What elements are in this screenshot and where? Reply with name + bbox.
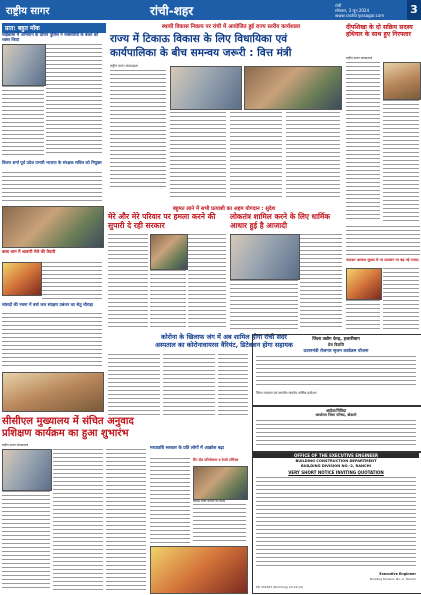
right-mid-photo	[346, 268, 382, 300]
mid-a-col1	[108, 234, 148, 330]
main-story-col3	[230, 112, 282, 200]
tender-notice-header: जिला उद्योग केन्द्र, हजारीबाग	[312, 337, 360, 342]
right-top-byline: राष्ट्रीय सागर संवाददाता	[346, 56, 373, 60]
bottom-left-col1	[2, 491, 50, 591]
bottom-left-col3	[106, 449, 146, 591]
right-mid-body3	[346, 300, 380, 330]
tender-notice-note: जिला पंचायत एवं स्थानीय मानदेय वार्षिक प्रमोशन	[256, 391, 317, 395]
bottom-center-col2	[193, 504, 246, 544]
mid-b-col1	[300, 234, 342, 330]
main-story-kicker: स्थायी विकास निकाय पर रांची में आयोजित हुई राज्य स्तरीय कार्यशाला	[161, 24, 301, 30]
right-top-photo	[383, 62, 421, 100]
tender-notice-body	[256, 356, 416, 388]
ee-notice-body	[256, 477, 416, 569]
left-story1-photo	[2, 44, 46, 86]
ee-notice-signature: Executive Engineer	[379, 572, 416, 576]
main-story-headline-line2: कार्यपालिका के बीच समन्वय जरूरी : वित्त मंत्री	[110, 47, 292, 59]
right-mid-body2	[383, 268, 419, 330]
masthead-info	[335, 3, 395, 18]
mid-b-col2	[230, 280, 298, 330]
left-story3-photo	[2, 372, 104, 412]
bottom-center-ad	[150, 546, 248, 594]
left-story1-body2	[2, 86, 44, 156]
mid-kicker: बहुमत लाने में सभी प्रत्याशी का अहम योगदान : सुदेश	[172, 206, 276, 212]
left-story2-title: विजय शर्मा पूर्व प्रदेश प्रभारी भाजपा के संरक्षक सचिव को नियुक्त	[2, 160, 102, 165]
bottom-headline-line2: प्रशिक्षण कार्यक्रम का हुआ शुभारंभ	[2, 428, 129, 439]
ee-notice-signature-sub: Building Division No.-2, Ranchi	[370, 577, 416, 581]
left-story3-title: सांसदों की नवमा में वर्षा जल संग्रहण प्रबंधन का सेतु चौराहा	[2, 302, 93, 307]
masthead-city: रांची	[335, 3, 342, 8]
covid-col2	[163, 354, 215, 416]
right-mid-body	[346, 226, 420, 256]
ee-notice-pr-no: PR 331657 (Building) 23-24 (D)	[256, 585, 304, 589]
main-story-col4	[286, 112, 340, 200]
main-story-photo2	[244, 66, 342, 110]
covid-col1	[108, 354, 160, 416]
main-story-col1	[110, 70, 166, 190]
ee-notice-office-line1: OFFICE OF THE EXECUTIVE ENGINEER	[253, 453, 419, 458]
ee-notice-title: VERY SHORT NOTICE INVITING QUOTATION	[288, 470, 384, 475]
mid-a-photo	[150, 234, 188, 270]
bottom-headline-line1: सीसीएल मुख्यालय में संचित अनुवाद	[2, 416, 134, 427]
masthead-website: www.rashtriyasagar.com	[335, 13, 385, 18]
right-mid-strip: फलदार आवाज सुरक्षा से पर प्रशासन पर बढ़ गई ज्यादा	[346, 258, 419, 262]
bottom-byline: राष्ट्रीय सागर संवाददाता	[2, 443, 29, 447]
district-notice-header: आदेश/निविदा	[325, 408, 347, 413]
mid-a-col2	[150, 270, 186, 330]
right-top-body1	[346, 62, 380, 222]
page-number: 3	[407, 0, 421, 20]
bottom-left-photo	[2, 449, 52, 491]
right-top-headline: दीपशिखा के दो सक्रिय सदस्य हथियार के साथ हुए गिरफ्तार	[346, 24, 413, 38]
tender-notice-subheader: प्रेस विज्ञप्ति	[328, 342, 344, 347]
left-column-header: प्रात: बहुत मॉक	[2, 23, 106, 33]
left-story2-body	[2, 172, 102, 204]
bottom-center-kicker: रिंग रोड परियोजना व रेलवे टर्मिनल	[193, 458, 239, 462]
left-story4-title: बाबा धाम में श्रावणी मेले की तैयारी	[2, 249, 56, 254]
main-story-photo1	[170, 66, 242, 110]
left-story3-body	[2, 313, 102, 369]
main-story-col2	[170, 112, 226, 200]
ee-notice-office-line2: BUILDING CONSTRUCTION DEPARTMENT	[295, 459, 377, 463]
left-story4-photo	[2, 262, 42, 296]
mid-b-photo	[230, 234, 300, 280]
district-notice-office: कार्यालय जिला परिषद, बोकारो	[315, 413, 357, 417]
bottom-center-photo	[193, 466, 248, 500]
left-story1-body	[46, 44, 102, 156]
section-title: रांची-शहर	[150, 4, 194, 18]
mid-a-col3	[188, 234, 226, 330]
bottom-center-col1	[150, 458, 190, 544]
mid-headline-a: मेरे और मेरे परिवार पर हमला करने की सुपारी दे रही सरकार	[108, 212, 216, 230]
covid-headline-line1: कोरोना के खिलाफ जंग में अब शामिल होगा रांची सदर	[161, 333, 287, 341]
masthead-date: सोमवार, 3 जून 2024	[335, 8, 370, 13]
left-story2-photo	[2, 206, 104, 248]
left-story4-body	[42, 262, 102, 300]
covid-col3	[218, 354, 248, 416]
tender-notice-title: प्रधानमंत्री रोजगार सृजन कार्यक्रम योजना	[303, 349, 369, 354]
masthead-title: राष्ट्रीय सागर	[6, 6, 50, 17]
covid-headline-line2: अस्पताल का कोरोनावायरस वैरियंट, डिटेक्शन होगा सहायक	[155, 341, 293, 349]
bottom-center-headline: मध्यावधि सरकार के प्रति लोगों में आक्रोश बढ़ा	[150, 446, 224, 451]
ee-notice-office-line3: BUILDING DIVISION NO.-2, RANCHI	[301, 464, 371, 468]
mid-headline-b: लोकतंत्र शामिल करने के लिए धार्मिक आधार हुई है आजादी	[230, 212, 331, 230]
right-top-body2	[383, 100, 419, 222]
main-story-byline: राष्ट्रीय सागर संवाददाता	[110, 64, 139, 68]
district-notice-table	[256, 420, 416, 448]
main-story-headline-line1: राज्य में टिकाऊ विकास के लिए विधायिका एवं	[110, 33, 288, 45]
bottom-left-col2	[53, 449, 103, 591]
left-story1-title: चाईबासा में अभियान के दौरान पुलिस ने नक्सलियों के बंकर को ध्वस्त किया	[2, 32, 99, 42]
bottom-center-caption: कांग्रेस संघर्ष समिति की बैठक	[193, 499, 226, 503]
